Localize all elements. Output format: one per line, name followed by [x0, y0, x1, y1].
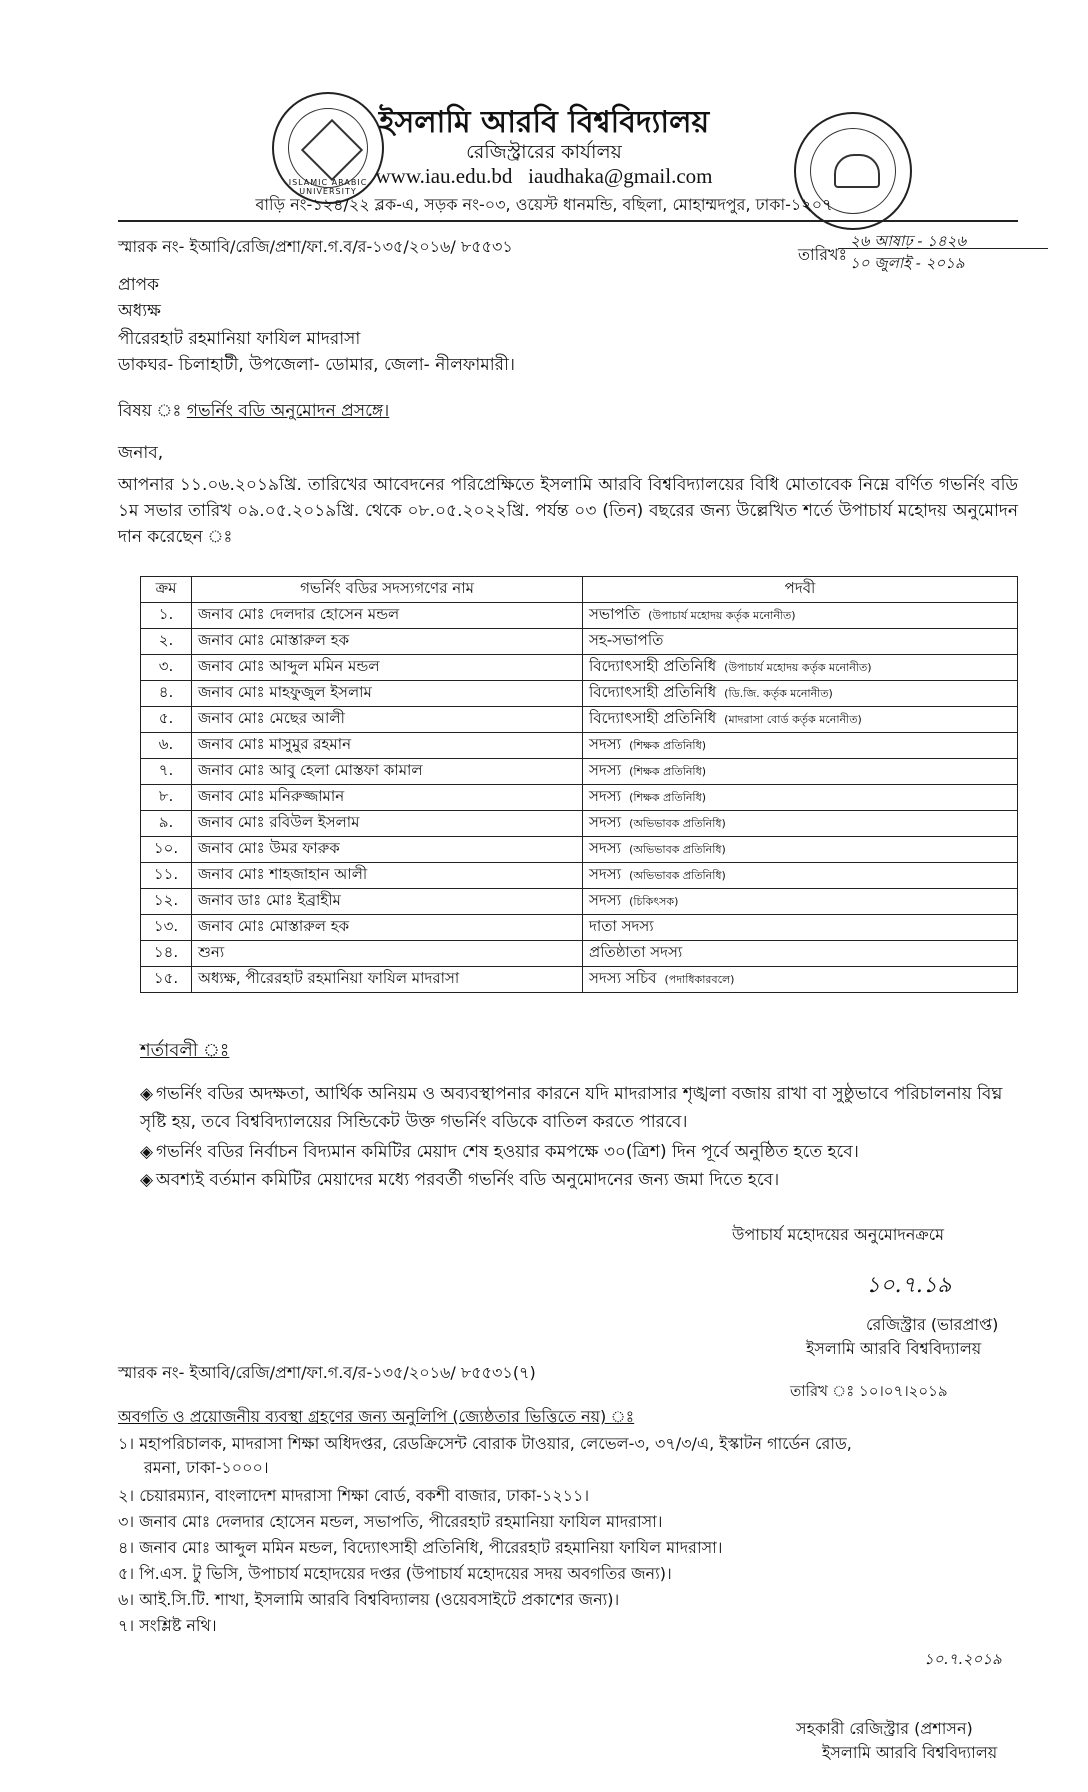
member-post: দাতা সদস্য	[589, 917, 654, 935]
member-post: বিদ্যোৎসাহী প্রতিনিধি	[589, 657, 717, 675]
assistant-registrar-signature: ১০.৭.২০১৯	[924, 1650, 1002, 1668]
email-link[interactable]: iaudhaka@gmail.com	[528, 164, 713, 188]
member-serial: ৩.	[141, 655, 192, 681]
member-post: সদস্য	[589, 865, 622, 883]
member-post-note: (ডি.জি. কর্তৃক মনোনীত)	[724, 687, 833, 700]
member-post-cell	[583, 707, 1018, 733]
member-serial: ৬.	[141, 733, 192, 759]
university-address: বাড়ি নং-১২৪/২২ ব্লক-এ, সড়ক নং-০৩, ওয়েস্ট ধানমন্ডি, বছিলা, মোহাম্মদপুর, ঢাকা-১২০৭	[255, 195, 833, 214]
member-serial: ১২.	[141, 889, 192, 915]
member-post-note: (চিকিৎসক)	[629, 895, 679, 908]
member-post: সদস্য সচিব	[589, 969, 657, 987]
member-post: বিদ্যোৎসাহী প্রতিনিধি	[589, 683, 717, 701]
table-row	[141, 915, 1018, 941]
copy-item: ৩। জনাব মোঃ দেলদার হোসেন মন্ডল, সভাপতি, পীরেরহাট রহমানিয়া ফাযিল মাদরাসা।	[118, 1512, 663, 1531]
assistant-registrar-title: সহকারী রেজিস্ট্রার (প্রশাসন)	[796, 1719, 973, 1738]
member-post-note: (অভিভাবক প্রতিনিধি)	[629, 843, 726, 856]
member-name: জনাব মোঃ আবু হেলা মোস্তফা কামাল	[192, 759, 583, 785]
col-header-post: পদবী	[583, 577, 1018, 603]
member-post-note: (শিক্ষক প্রতিনিধি)	[629, 765, 707, 778]
copy-date: তারিখ ঃ ১০।০৭।২০১৯	[790, 1382, 948, 1400]
member-post-note: (পদাধিকারবলে)	[664, 973, 735, 986]
copy-item: ৬। আই.সি.টি. শাখা, ইসলামি আরবি বিশ্ববিদ্যালয় (ওয়েবসাইটে প্রকাশের জন্য)।	[118, 1590, 620, 1609]
member-name: জনাব মোঃ মাহফুজুল ইসলাম	[192, 681, 583, 707]
registrar-signature: ১০.৭.১৯	[866, 1273, 952, 1298]
approval-line: উপাচার্য মহোদয়ের অনুমোদনক্রমে	[732, 1225, 945, 1244]
table-row	[141, 837, 1018, 863]
member-post-note: (অভিভাবক প্রতিনিধি)	[629, 817, 726, 830]
member-name: জনাব মোঃ শাহজাহান আলী	[192, 863, 583, 889]
member-serial: ১০.	[141, 837, 192, 863]
member-post-cell	[583, 629, 1018, 655]
member-post-cell	[583, 967, 1018, 993]
memo-reference: স্মারক নং- ইআবি/রেজি/প্রশা/ফা.গ.ব/র-১৩৫/২০১৬/ ৮৫৫৩১	[118, 237, 513, 256]
subject-text: গভর্নিং বডি অনুমোদন প্রসঙ্গে।	[186, 401, 390, 421]
member-name: অধ্যক্ষ, পীরেরহাট রহমানিয়া ফাযিল মাদরাসা	[192, 967, 583, 993]
member-name: জনাব মোঃ রবিউল ইসলাম	[192, 811, 583, 837]
copy-item: রমনা, ঢাকা-১০০০।	[144, 1458, 269, 1477]
registrar-title: রেজিস্ট্রার (ভারপ্রাপ্ত)	[866, 1315, 999, 1334]
salutation: জনাব,	[118, 443, 164, 463]
table-row	[141, 707, 1018, 733]
governing-body-table	[140, 576, 1018, 993]
table-header-row	[141, 577, 1018, 603]
member-post: সদস্য	[589, 787, 622, 805]
bullet-icon: ◈	[140, 1170, 154, 1190]
assistant-registrar-org: ইসলামি আরবি বিশ্ববিদ্যালয়	[822, 1743, 998, 1762]
member-serial: ৫.	[141, 707, 192, 733]
memo-date-block	[798, 232, 967, 272]
recipient-address: ডাকঘর- চিলাহাটী, উপজেলা- ডোমার, জেলা- নীলফামারী।	[118, 355, 515, 375]
member-post: প্রতিষ্ঠাতা সদস্য	[589, 943, 683, 961]
member-name: জনাব মোঃ মেছের আলী	[192, 707, 583, 733]
date-line-2: ১০ জুলাই - ২০১৯	[850, 254, 965, 272]
member-name: জনাব মোঃ মাসুমুর রহমান	[192, 733, 583, 759]
col-header-name: গভর্নিং বডির সদস্যগণের নাম	[192, 577, 583, 603]
table-row	[141, 967, 1018, 993]
member-post-cell	[583, 759, 1018, 785]
member-name: জনাব মোঃ উমর ফারুক	[192, 837, 583, 863]
body-paragraph: আপনার ১১.০৬.২০১৯খ্রি. তারিখের আবেদনের পরিপ্রেক্ষিতে ইসলামি আরবি বিশ্ববিদ্যালয়ের বিধি মোতাবেক নিম্নে বর্ণিত গভর্নিং বডি ১ম সভার তারিখ ০৯.০৫.২০১৯খ্রি. থেকে ০৮.০৫.২০২২খ্রি. পর্যন্ত ০৩ (তিন) বছরের জন্য উল্লেখিত শর্তে উপাচার্য মহোদয় অনুমোদন দান করেছেন ঃ	[118, 475, 1018, 547]
condition-item: ◈ গভর্নিং বডির অদক্ষতা, আর্থিক অনিয়ম ও অব্যবস্থাপনার কারনে যদি মাদরাসার শৃঙ্খলা বজায় রাখা বা সুষ্ঠুভাবে পরিচালনায় বিঘ্ন সৃষ্টি হয়, তবে বিশ্ববিদ্যালয়ের সিন্ডিকেট উক্ত গভর্নিং বডিকে বাতিল করতে পারবে।	[140, 1080, 1020, 1136]
member-serial: ১.	[141, 603, 192, 629]
member-post: বিদ্যোৎসাহী প্রতিনিধি	[589, 709, 717, 727]
member-serial: ৪.	[141, 681, 192, 707]
registrar-org: ইসলামি আরবি বিশ্ববিদ্যালয়	[806, 1339, 982, 1358]
member-post-cell	[583, 863, 1018, 889]
member-post-cell	[583, 785, 1018, 811]
member-post-cell	[583, 889, 1018, 915]
condition-item: ◈ অবশ্যই বর্তমান কমিটির মেয়াদের মধ্যে পরবর্তী গভর্নিং বডি অনুমোদনের জন্য জমা দিতে হবে।	[140, 1166, 1020, 1194]
logo-ring-text: ISLAMIC ARABIC UNIVERSITY	[288, 178, 368, 196]
member-serial: ৮.	[141, 785, 192, 811]
website-link[interactable]: www.iau.edu.bd	[375, 164, 513, 188]
condition-item: ◈ গভর্নিং বডির নির্বাচন বিদ্যমান কমিটির মেয়াদ শেষ হওয়ার কমপক্ষে ৩০(ত্রিশ) দিন পূর্বে অনুষ্ঠিত হতে হবে।	[140, 1138, 1020, 1166]
member-post-note: (উপাচার্য মহোদয় কর্তৃক মনোনীত)	[648, 609, 796, 622]
member-post: সদস্য	[589, 761, 622, 779]
member-serial: ৭.	[141, 759, 192, 785]
member-post-cell	[583, 681, 1018, 707]
member-post-note: (মাদরাসা বোর্ড কর্তৃক মনোনীত)	[724, 713, 862, 726]
member-post: সদস্য	[589, 839, 622, 857]
table-row	[141, 889, 1018, 915]
member-post-note: (উপাচার্য মহোদয় কর্তৃক মনোনীত)	[724, 661, 872, 674]
member-post-cell	[583, 733, 1018, 759]
conditions-title: শর্তাবলী ঃ	[140, 1040, 230, 1061]
member-name: জনাব মোঃ আব্দুল মমিন মন্ডল	[192, 655, 583, 681]
table-row	[141, 655, 1018, 681]
date-divider	[838, 248, 1048, 249]
university-title: ইসলামি আরবি বিশ্ববিদ্যালয়	[378, 105, 710, 140]
member-post-cell	[583, 941, 1018, 967]
copy-item: ১। মহাপরিচালক, মাদরাসা শিক্ষা অধিদপ্তর, রেডক্রিসেন্ট বোরাক টাওয়ার, লেভেল-৩, ৩৭/৩/এ, ইস্কাটন গার্ডেন রোড,	[118, 1434, 852, 1453]
bullet-icon: ◈	[140, 1142, 154, 1162]
table-row	[141, 603, 1018, 629]
member-name: শুন্য	[192, 941, 583, 967]
member-post-note: (অভিভাবক প্রতিনিধি)	[629, 869, 726, 882]
header-divider	[118, 220, 1018, 222]
member-serial: ১৫.	[141, 967, 192, 993]
table-row	[141, 681, 1018, 707]
member-serial: ১১.	[141, 863, 192, 889]
member-name: জনাব ডাঃ মোঃ ইব্রাহীম	[192, 889, 583, 915]
member-post-cell	[583, 915, 1018, 941]
copy-title: অবগতি ও প্রয়োজনীয় ব্যবস্থা গ্রহণের জন্য অনুলিপি (জ্যেষ্ঠতার ভিত্তিতে নয়) ঃ	[118, 1407, 635, 1426]
recipient-title: অধ্যক্ষ	[118, 301, 161, 321]
member-post: সহ-সভাপতি	[589, 631, 664, 649]
date-line-1: ২৬ আষাঢ় - ১৪২৬	[850, 232, 967, 250]
office-name: রেজিস্ট্রারের কার্যালয়	[466, 141, 622, 163]
copy-item: ৫। পি.এস. টু ভিসি, উপাচার্য মহোদয়ের দপ্তর (উপাচার্য মহোদয়ের সদয় অবগতির জন্য)।	[118, 1564, 672, 1583]
bullet-icon: ◈	[140, 1084, 154, 1104]
copy-item: ৭। সংশ্লিষ্ট নথি।	[118, 1616, 217, 1635]
member-name: জনাব মোঃ দেলদার হোসেন মন্ডল	[192, 603, 583, 629]
table-row	[141, 863, 1018, 889]
col-header-serial: ক্রম	[141, 577, 192, 603]
member-post-cell	[583, 811, 1018, 837]
member-serial: ১৪.	[141, 941, 192, 967]
table-row	[141, 759, 1018, 785]
subject-line	[118, 398, 389, 426]
contact-line	[0, 164, 1088, 189]
table-row	[141, 733, 1018, 759]
member-post-note: (শিক্ষক প্রতিনিধি)	[629, 739, 707, 752]
date-label: তারিখঃ	[798, 245, 848, 264]
member-post-note: (শিক্ষক প্রতিনিধি)	[629, 791, 707, 804]
recipient-institution: পীরেরহাট রহমানিয়া ফাযিল মাদরাসা	[118, 329, 361, 349]
subject-label: বিষয় ঃ	[118, 401, 182, 421]
member-post: সদস্য	[589, 813, 622, 831]
copy-reference: স্মারক নং- ইআবি/রেজি/প্রশা/ফা.গ.ব/র-১৩৫/২০১৬/ ৮৫৫৩১(৭)	[118, 1363, 536, 1382]
member-name: জনাব মোঃ মোস্তারুল হক	[192, 915, 583, 941]
member-serial: ২.	[141, 629, 192, 655]
member-post-cell	[583, 837, 1018, 863]
table-row	[141, 941, 1018, 967]
table-row	[141, 785, 1018, 811]
member-serial: ১৩.	[141, 915, 192, 941]
member-post: সদস্য	[589, 735, 622, 753]
table-row	[141, 811, 1018, 837]
member-post: সদস্য	[589, 891, 622, 909]
copy-item: ২। চেয়ারম্যান, বাংলাদেশ মাদরাসা শিক্ষা বোর্ড, বকশী বাজার, ঢাকা-১২১১।	[118, 1486, 590, 1505]
member-name: জনাব মোঃ মোস্তারুল হক	[192, 629, 583, 655]
copy-item: ৪। জনাব মোঃ আব্দুল মমিন মন্ডল, বিদ্যোৎসাহী প্রতিনিধি, পীরেরহাট রহমানিয়া ফাযিল মাদরাসা।	[118, 1538, 723, 1557]
member-post-cell	[583, 603, 1018, 629]
member-post-cell	[583, 655, 1018, 681]
member-serial: ৯.	[141, 811, 192, 837]
recipient-label: প্রাপক	[118, 275, 160, 295]
member-post: সভাপতি	[589, 605, 641, 623]
table-row	[141, 629, 1018, 655]
member-name: জনাব মোঃ মনিরুজ্জামান	[192, 785, 583, 811]
